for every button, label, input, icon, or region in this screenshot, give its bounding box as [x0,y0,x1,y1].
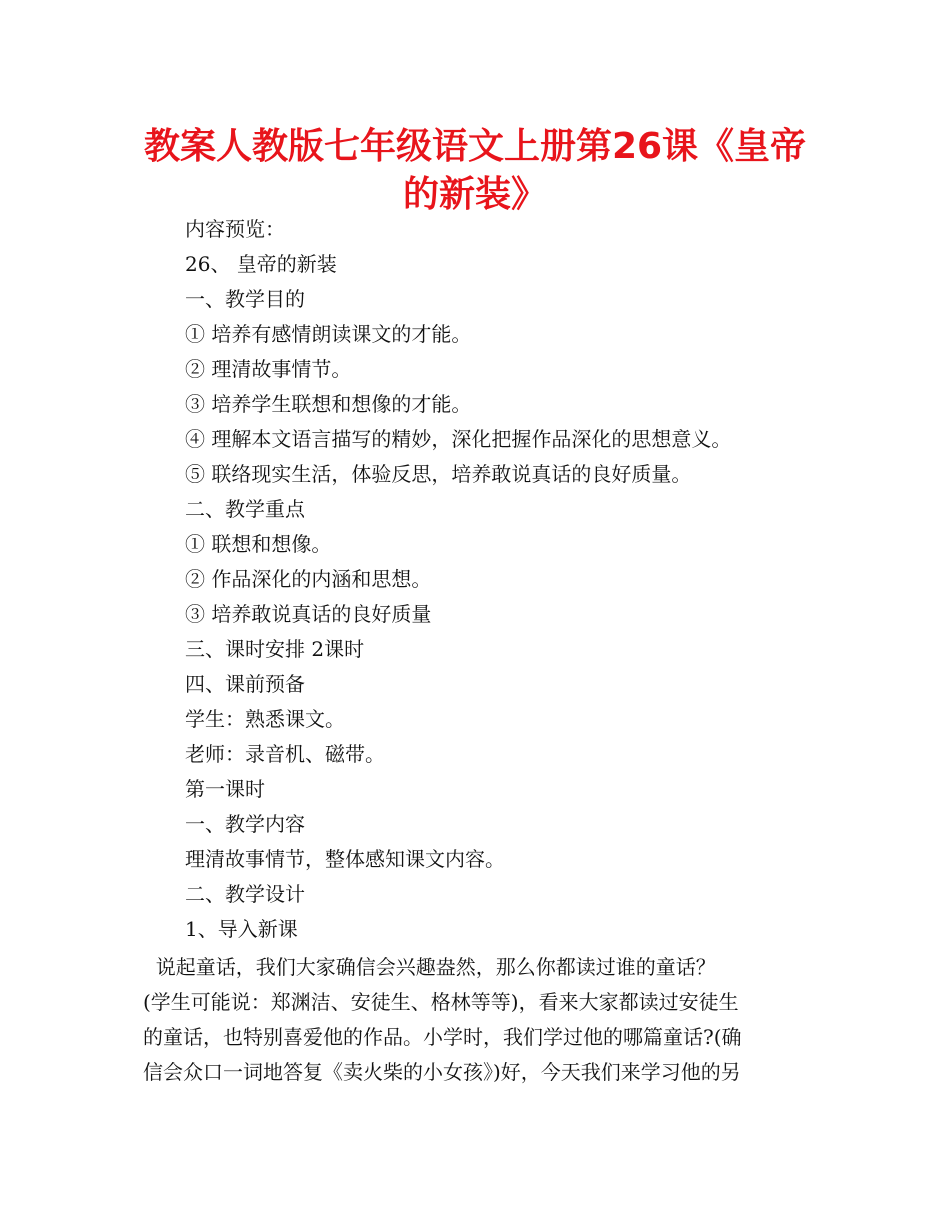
list-item: ③ 培养学生联想和想像的才能。 [185,392,472,416]
paragraph-line: 说起童话，我们大家确信会兴趣盎然，那么你都读过谁的童话？ [143,955,716,979]
text-line: 学生：熟悉课文。 [185,707,345,731]
section-heading: 三、课时安排 2课时 [185,637,365,661]
list-item: ② 作品深化的内涵和思想。 [185,567,432,591]
list-item: ⑤ 联络现实生活，体验反思，培养敢说真话的良好质量。 [185,462,692,486]
section-heading: 第一课时 [185,777,265,801]
section-heading: 一、教学内容 [185,812,305,836]
section-heading: 二、教学设计 [185,882,305,906]
list-item: ① 联想和想像。 [185,532,332,556]
paragraph-line: 的童话，也特别喜爱他的作品。小学时，我们学过他的哪篇童话?(确 [143,1025,742,1049]
list-item: ③ 培养敢说真话的良好质量 [185,602,432,626]
document-title-line-2: 的新装》 [402,174,547,215]
section-heading: 1、导入新课 [185,917,298,941]
paragraph-line: (学生可能说：郑渊洁、安徒生、格林等等)，看来大家都读过安徒生 [143,990,739,1014]
document-title-line-1: 教案人教版七年级语文上册第26课《皇帝 [143,126,807,167]
text-line: 26、 皇帝的新装 [185,252,337,276]
section-heading: 二、教学重点 [185,497,305,521]
paragraph-line: 信会众口一词地答复《卖火柴的小女孩》)好，今天我们来学习他的另 [143,1060,741,1084]
text-line: 内容预览： [185,217,285,241]
section-heading: 一、教学目的 [185,287,305,311]
text-line: 理清故事情节，整体感知课文内容。 [185,847,505,871]
text-line: 老师：录音机、磁带。 [185,742,385,766]
list-item: ④ 理解本文语言描写的精妙，深化把握作品深化的思想意义。 [185,427,732,451]
list-item: ① 培养有感情朗读课文的才能。 [185,322,472,346]
list-item: ② 理清故事情节。 [185,357,352,381]
section-heading: 四、课前预备 [185,672,305,696]
